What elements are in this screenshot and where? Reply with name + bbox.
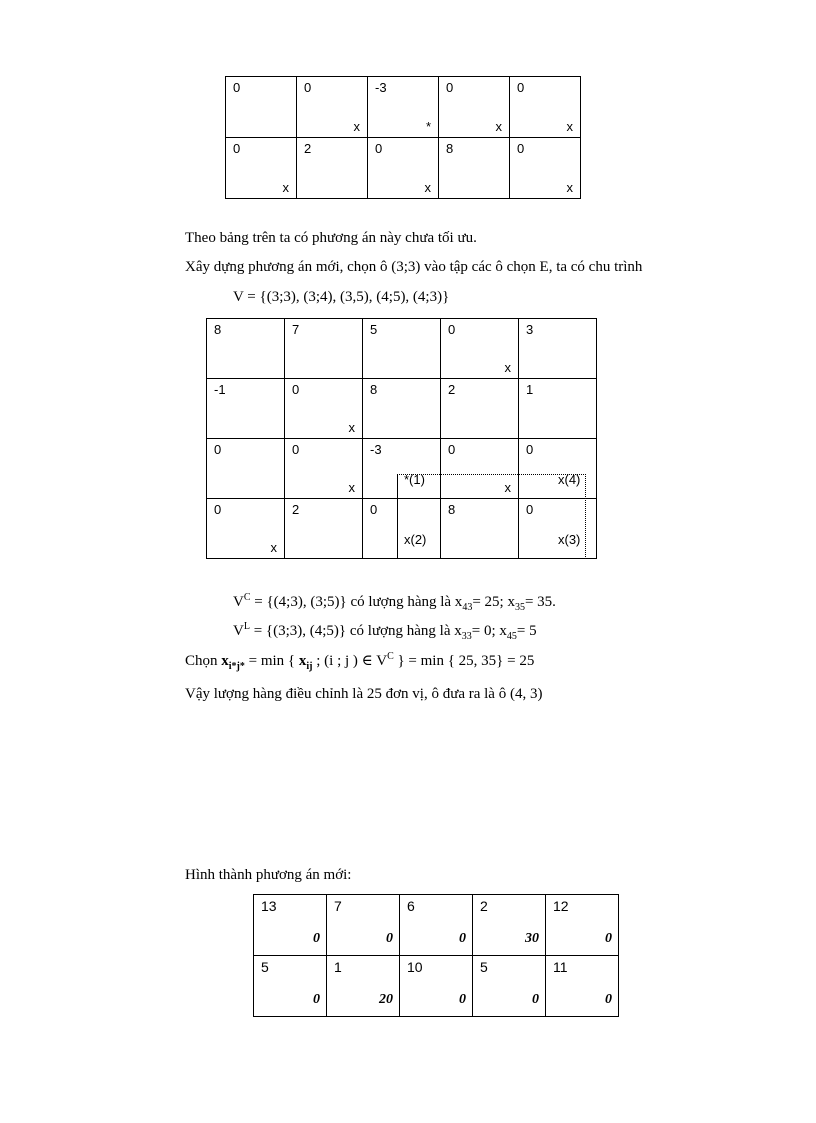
table-cell [327,956,400,1017]
table-cell [439,138,510,199]
cell-value: 8 [446,141,454,156]
cycle-label-2: x(2) [404,532,427,547]
cycle-definition: V = {(3;3), (3;4), (3,5), (4;5), (4;3)} [233,289,450,305]
table-row [207,499,597,559]
cell-mark: * [425,119,431,134]
cell-value: 2 [304,141,312,156]
cell-mark: x [282,180,289,195]
cell-value: 2 [292,502,300,517]
table-cell [254,956,327,1017]
cell-mark: 0 [459,992,466,1007]
table-cell [285,499,363,559]
table-cell [441,319,519,379]
table-row [226,77,581,138]
table-cell [363,439,441,499]
table-cell [368,138,439,199]
cell-value: 12 [553,898,569,914]
cell-value: 0 [448,322,456,337]
cell-value: 7 [292,322,300,337]
cell-value: 0 [292,442,300,457]
table-row [207,319,597,379]
cell-value: 6 [407,898,415,914]
cell-mark: x [424,180,431,195]
table-cell [327,895,400,956]
cell-mark: x [504,480,511,495]
table-cell [400,895,473,956]
table-row [254,895,619,956]
table-cell [285,379,363,439]
table-cell [473,895,546,956]
cell-value: 0 [292,382,300,397]
cell-value: 8 [448,502,456,517]
table-cell [207,499,285,559]
cell-value: 0 [517,141,525,156]
cell-value: 8 [370,382,378,397]
cell-mark: x [348,420,355,435]
table-cell [510,77,581,138]
cycle-table [206,318,597,559]
cell-value: 13 [261,898,277,914]
cell-mark: x [353,119,360,134]
table-cell [297,77,368,138]
cell-value: 0 [526,442,534,457]
cell-mark: x [495,119,502,134]
table-cell [400,956,473,1017]
table-cell [368,77,439,138]
cell-mark: x [566,180,573,195]
table-cell [519,379,597,439]
table-cell [285,439,363,499]
table-cell [441,379,519,439]
cell-value: -3 [375,80,387,95]
cell-value: -3 [370,442,382,457]
table-cell [363,379,441,439]
cell-value: 5 [480,959,488,975]
conclusion-line: Vậy lượng hàng điều chỉnh là 25 đơn vị, ô đưa ra là ô (4, 3) [185,686,543,702]
table-cell [226,138,297,199]
cell-mark: 0 [532,992,539,1007]
cell-mark: x [348,480,355,495]
cell-value: 2 [448,382,456,397]
table-cell [254,895,327,956]
table-cell [441,499,519,559]
cell-value: 1 [334,959,342,975]
cell-mark: 0 [605,931,612,946]
table-cell [207,439,285,499]
choose-line: Chọn $x_{i*j*} = \min$ { $x_{ij}$ ; (i ; j ) ∈ $V^C$ } = min { 25, 35} = 25 [185,651,535,672]
cell-value: -1 [214,382,226,397]
cell-value: 5 [370,322,378,337]
cell-mark: x [270,540,277,555]
table-cell [519,499,597,559]
cell-value: 5 [261,959,269,975]
cell-value: 0 [446,80,454,95]
para-line-2: Xây dựng phương án mới, chọn ô (3;3) vào tập các ô chọn E, ta có chu trình [185,259,643,275]
cell-value: 0 [214,442,222,457]
table-cell [297,138,368,199]
table-cell [473,956,546,1017]
cost-table-top [225,76,581,199]
table-cell [519,319,597,379]
table-cell [546,956,619,1017]
cell-value: 11 [553,959,568,975]
cell-value: 2 [480,898,488,914]
cell-mark: 0 [313,992,320,1007]
cell-value: 7 [334,898,342,914]
table-row [207,379,597,439]
cell-mark: 20 [379,992,393,1007]
table-cell [546,895,619,956]
table-cell [363,319,441,379]
cell-mark: x [566,119,573,134]
table-row [254,956,619,1017]
cell-mark: 0 [459,931,466,946]
cell-value: 0 [448,442,456,457]
table-row [207,439,597,499]
new-plan-table [253,894,619,1017]
table-cell [510,138,581,199]
table-cell [363,499,441,559]
vc-line: $V^C$ = {(4;3), (3;5)} có lượng hàng là $x_{43}= 25$; $x_{35}= 35$. [233,592,556,613]
vl-line: $V^L$ = {(3;3), (4;5)} có lượng hàng là $x_{33}= 0$; $x_{45}= 5$ [233,621,537,642]
cell-value: 0 [233,80,241,95]
cycle-label-1: *(1) [404,472,425,487]
cell-value: 3 [526,322,534,337]
table-cell [226,77,297,138]
table-cell [207,319,285,379]
cycle-label-4: x(4) [558,472,581,487]
cell-value: 10 [407,959,423,975]
cell-value: 0 [214,502,222,517]
para-line-1: Theo bảng trên ta có phương án này chưa tối ưu. [185,230,477,246]
cell-mark: 30 [525,931,539,946]
cell-value: 1 [526,382,534,397]
table-cell [207,379,285,439]
cell-mark: x [504,360,511,375]
cell-value: 8 [214,322,222,337]
cell-mark: 0 [605,992,612,1007]
table-cell [439,77,510,138]
table-cell [441,439,519,499]
cell-value: 0 [526,502,534,517]
new-plan-heading: Hình thành phương án mới: [185,867,352,883]
cell-value: 0 [370,502,378,517]
cell-value: 0 [304,80,312,95]
cell-mark: 0 [313,931,320,946]
table-cell [519,439,597,499]
table-row [226,138,581,199]
cycle-label-3: x(3) [558,532,581,547]
cell-mark: 0 [386,931,393,946]
table-cell [285,319,363,379]
cell-value: 0 [375,141,383,156]
cell-value: 0 [517,80,525,95]
cell-value: 0 [233,141,241,156]
